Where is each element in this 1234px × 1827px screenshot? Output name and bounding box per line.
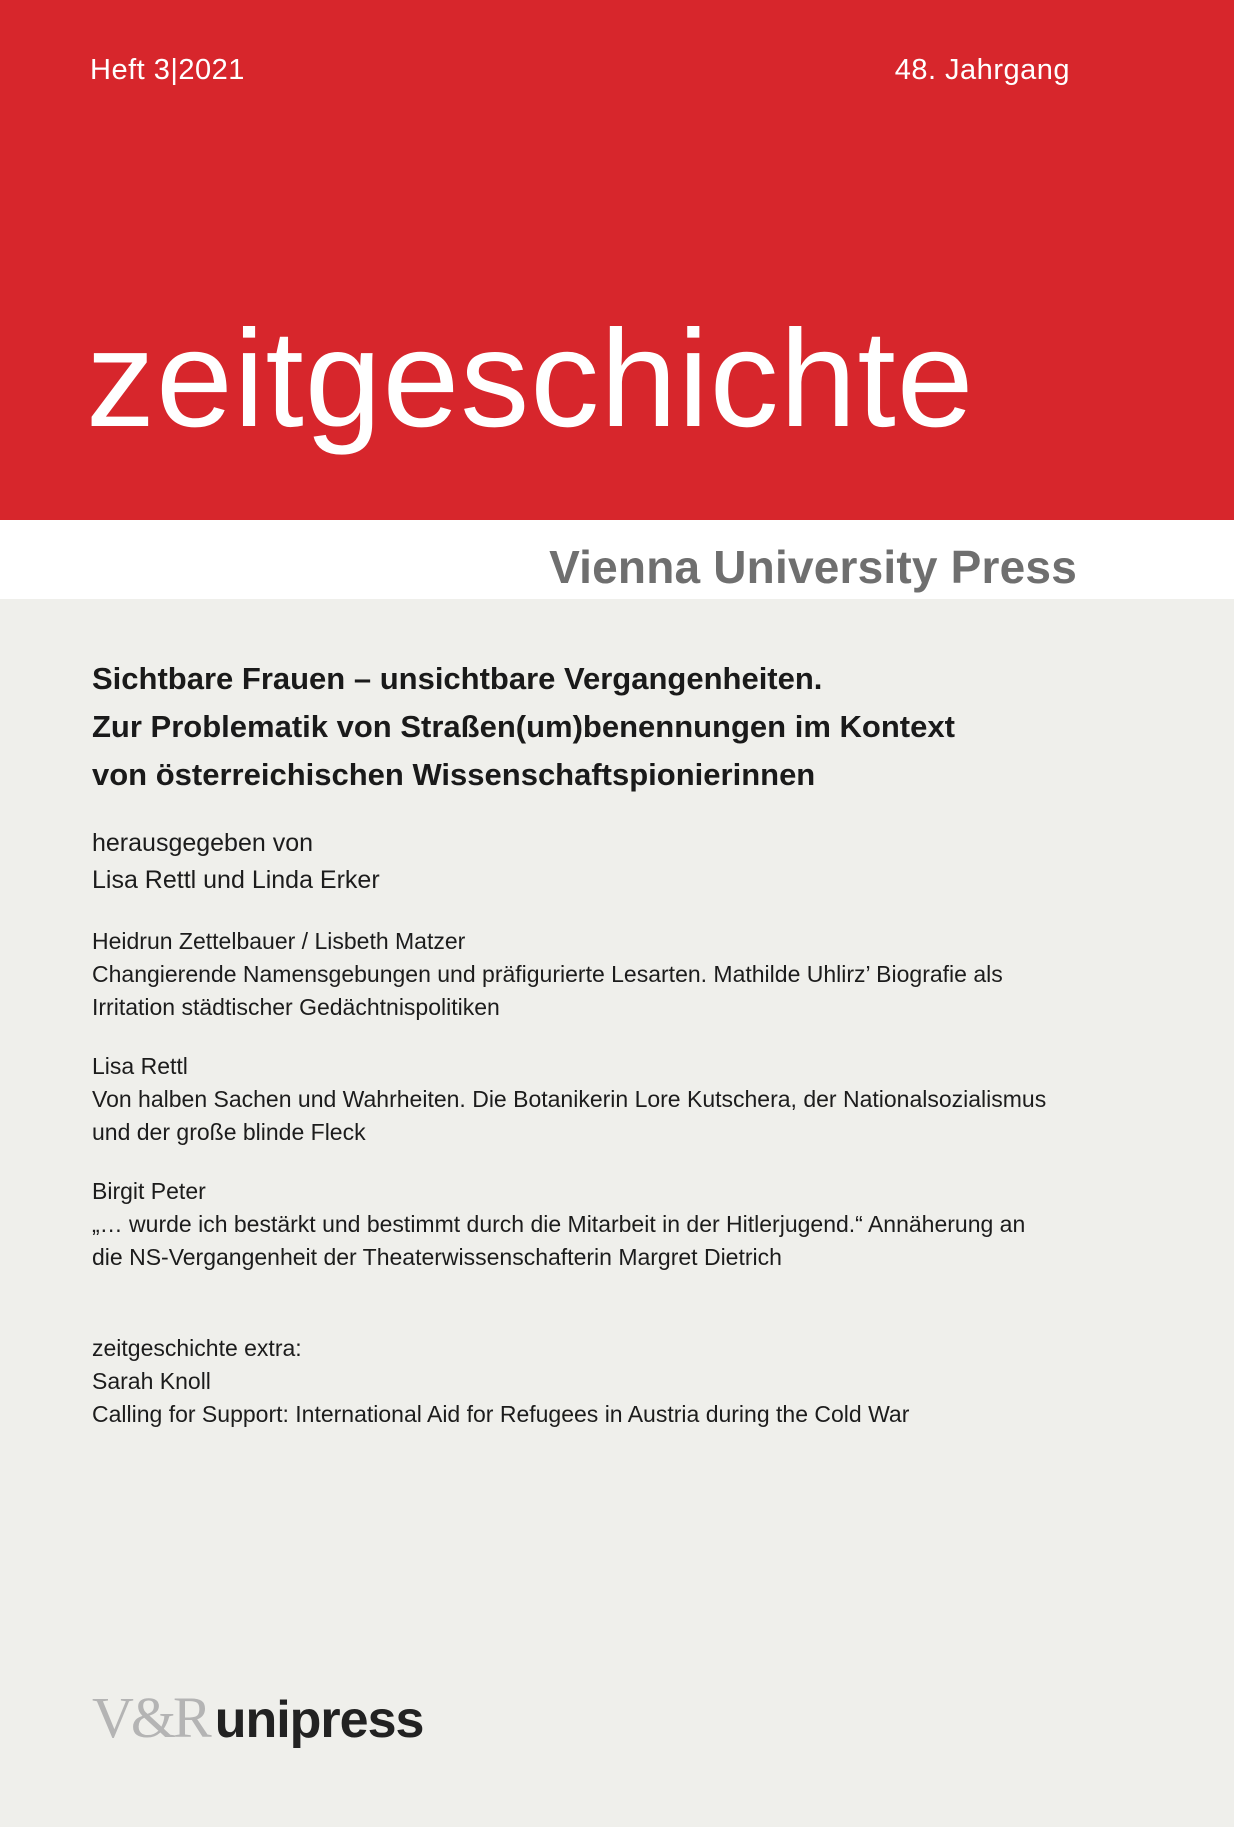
extra-author: Sarah Knoll bbox=[92, 1368, 211, 1394]
headline-line: Sichtbare Frauen – unsichtbare Vergangenheiten. bbox=[92, 661, 823, 696]
article-title-line: die NS-Vergangenheit der Theaterwissenschafterin Margret Dietrich bbox=[92, 1244, 782, 1270]
article-entry bbox=[92, 925, 1092, 1024]
press-name: Vienna University Press bbox=[549, 541, 1077, 593]
article-entry bbox=[92, 1175, 1092, 1274]
publisher-logo bbox=[92, 1684, 423, 1751]
extra-title: Calling for Support: International Aid for Refugees in Austria during the Cold War bbox=[92, 1401, 910, 1427]
volume-number: 48. Jahrgang bbox=[894, 54, 1070, 86]
article-title-line: und der große blinde Fleck bbox=[92, 1119, 366, 1145]
headline-line: von österreichischen Wissenschaftspionierinnen bbox=[92, 757, 816, 792]
article-entry bbox=[92, 1050, 1092, 1149]
editors-label: herausgegeben von bbox=[92, 829, 314, 857]
article-title-line: Irritation städtischer Gedächtnispolitiken bbox=[92, 994, 500, 1020]
editors-names: Lisa Rettl und Linda Erker bbox=[92, 866, 380, 894]
journal-title: zeitgeschichte bbox=[86, 302, 975, 457]
extra-label: zeitgeschichte extra: bbox=[92, 1335, 302, 1361]
logo-vr: V&R bbox=[92, 1685, 209, 1750]
issue-number: Heft 3|2021 bbox=[90, 54, 245, 86]
editors-block bbox=[92, 825, 1092, 899]
article-author: Lisa Rettl bbox=[92, 1053, 188, 1079]
extra-section bbox=[92, 1332, 1092, 1431]
article-title-line: Changierende Namensgebungen und präfigurierte Lesarten. Mathilde Uhlirz’ Biografie als bbox=[92, 961, 1003, 987]
title-band bbox=[0, 0, 1234, 520]
article-author: Heidrun Zettelbauer / Lisbeth Matzer bbox=[92, 928, 466, 954]
article-title-line: Von halben Sachen und Wahrheiten. Die Botanikerin Lore Kutschera, der Nationalsozialismus bbox=[92, 1086, 1047, 1112]
article-title-line: „… wurde ich bestärkt und bestimmt durch die Mitarbeit in der Hitlerjugend.“ Annäherung an bbox=[92, 1211, 1026, 1237]
press-band bbox=[0, 520, 1234, 599]
article-author: Birgit Peter bbox=[92, 1178, 206, 1204]
issue-headline bbox=[92, 655, 1092, 799]
logo-unipress: unipress bbox=[214, 1691, 424, 1749]
table-of-contents bbox=[92, 655, 1092, 1431]
headline-line: Zur Problematik von Straßen(um)benennungen im Kontext bbox=[92, 709, 955, 744]
